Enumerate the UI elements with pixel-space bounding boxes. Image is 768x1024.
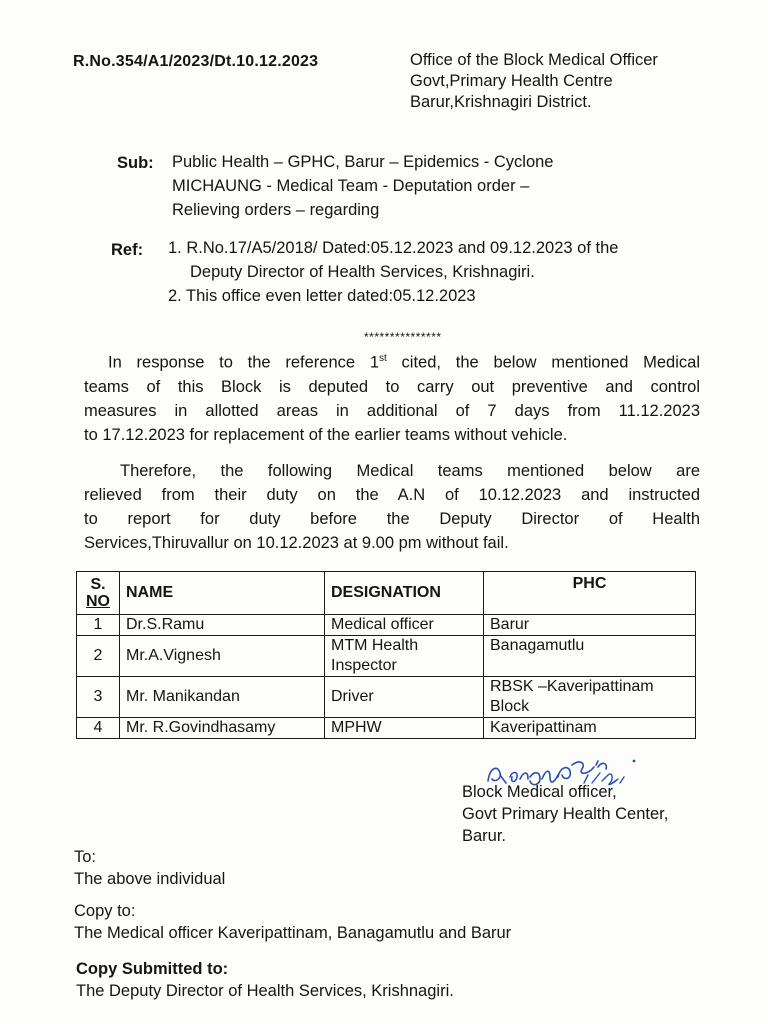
subject-label: Sub: — [117, 154, 154, 172]
cell-text: Inspector — [331, 657, 397, 674]
office-address — [410, 50, 658, 113]
table-header-row — [77, 572, 696, 615]
subject-line: MICHAUNG - Medical Team - Deputation order – — [172, 177, 530, 195]
cell-designation: MPHW — [325, 718, 484, 739]
copy-submitted-block — [76, 958, 454, 1002]
column-header-sno — [77, 572, 120, 615]
copy-to-block — [74, 900, 511, 944]
paragraph-line: Services,Thiruvallur on 10.12.2023 at 9.00 pm without fail. — [84, 534, 509, 552]
paragraph-line: to 17.12.2023 for replacement of the earlier teams without vehicle. — [84, 425, 568, 444]
signoff-line: Govt Primary Health Center, — [462, 805, 669, 823]
cell-text: RBSK –Kaveripattinam — [490, 678, 654, 695]
paragraph-line: relieved from their duty on the A.N of 10.12.2023 and instructed — [84, 486, 700, 504]
cell-designation: Medical officer — [325, 615, 484, 636]
subject-line: Relieving orders – regarding — [172, 201, 380, 219]
signoff-line: Barur. — [462, 827, 507, 845]
office-line: Barur,Krishnagiri District. — [410, 93, 592, 111]
header-text: S. — [90, 576, 106, 593]
cell-sno: 2 — [77, 636, 120, 677]
cell-sno: 3 — [77, 677, 120, 718]
copy-submitted-value: The Deputy Director of Health Services, Krishnagiri. — [76, 982, 454, 1000]
cell-name: Mr. Manikandan — [120, 677, 325, 718]
copy-to-value: The Medical officer Kaveripattinam, Banagamutlu and Barur — [74, 924, 512, 942]
cell-designation: Driver — [325, 677, 484, 718]
table-row — [77, 677, 696, 718]
paragraph-text: cited, the below mentioned Medical — [386, 353, 700, 372]
cell-sno: 1 — [77, 615, 120, 636]
subject-text — [172, 150, 642, 222]
cell-name: Dr.S.Ramu — [120, 615, 325, 636]
reference-number: R.No.354/A1/2023/Dt.10.12.2023 — [73, 53, 319, 70]
cell-phc: Banagamutlu — [484, 636, 696, 677]
paragraph-line: measures in allotted areas in additional of 7 days from 11.12.2023 — [84, 401, 700, 420]
cell-text: MTM Health — [331, 637, 419, 654]
column-header-phc: PHC — [484, 572, 696, 615]
paragraph-line — [84, 347, 700, 375]
subject-line: Public Health – GPHC, Barur – Epidemics - Cyclone — [172, 153, 554, 171]
to-label: To: — [74, 848, 97, 866]
cell-sno: 4 — [77, 718, 120, 739]
paragraph-line: teams of this Block is deputed to carry out preventive and control — [84, 377, 700, 396]
reference-item-1-cont: Deputy Director of Health Services, Krishnagiri. — [190, 263, 535, 281]
reference-item-1: 1. R.No.17/A5/2018/ Dated:05.12.2023 and 09.12.2023 of the — [168, 239, 619, 257]
ordinal-suffix: st — [379, 353, 387, 364]
to-value: The above individual — [74, 870, 226, 888]
office-line: Govt,Primary Health Centre — [410, 72, 613, 90]
cell-designation — [325, 636, 484, 677]
separator: *************** — [364, 330, 442, 344]
cell-phc: Barur — [484, 615, 696, 636]
reference-label: Ref: — [111, 241, 144, 259]
cell-phc — [484, 677, 696, 718]
copy-submitted-label: Copy Submitted to: — [76, 960, 229, 978]
cell-phc: Kaveripattinam — [484, 718, 696, 739]
paragraph-deputation — [84, 347, 700, 447]
cell-name: Mr. R.Govindhasamy — [120, 718, 325, 739]
table-row — [77, 718, 696, 739]
staff-table — [76, 571, 696, 739]
header-text: NO — [86, 593, 110, 610]
reference-list — [168, 236, 618, 308]
to-block — [74, 846, 225, 890]
signoff-title: Block Medical officer, — [462, 783, 617, 801]
office-line: Office of the Block Medical Officer — [410, 51, 658, 69]
paragraph-line: Therefore, the following Medical teams mentioned below are — [120, 462, 700, 480]
cell-name: Mr.A.Vignesh — [120, 636, 325, 677]
paragraph-line: to report for duty before the Deputy Director of Health — [84, 510, 700, 528]
cell-text: Block — [490, 698, 530, 715]
column-header-designation: DESIGNATION — [325, 572, 484, 615]
column-header-name: NAME — [120, 572, 325, 615]
reference-item-2: 2. This office even letter dated:05.12.2023 — [168, 287, 476, 305]
signoff-block — [462, 781, 668, 847]
paragraph-text: In response to the reference 1 — [108, 353, 380, 372]
copy-to-label: Copy to: — [74, 902, 136, 920]
table-row — [77, 636, 696, 677]
table-row — [77, 615, 696, 636]
paragraph-relieving — [84, 459, 700, 555]
